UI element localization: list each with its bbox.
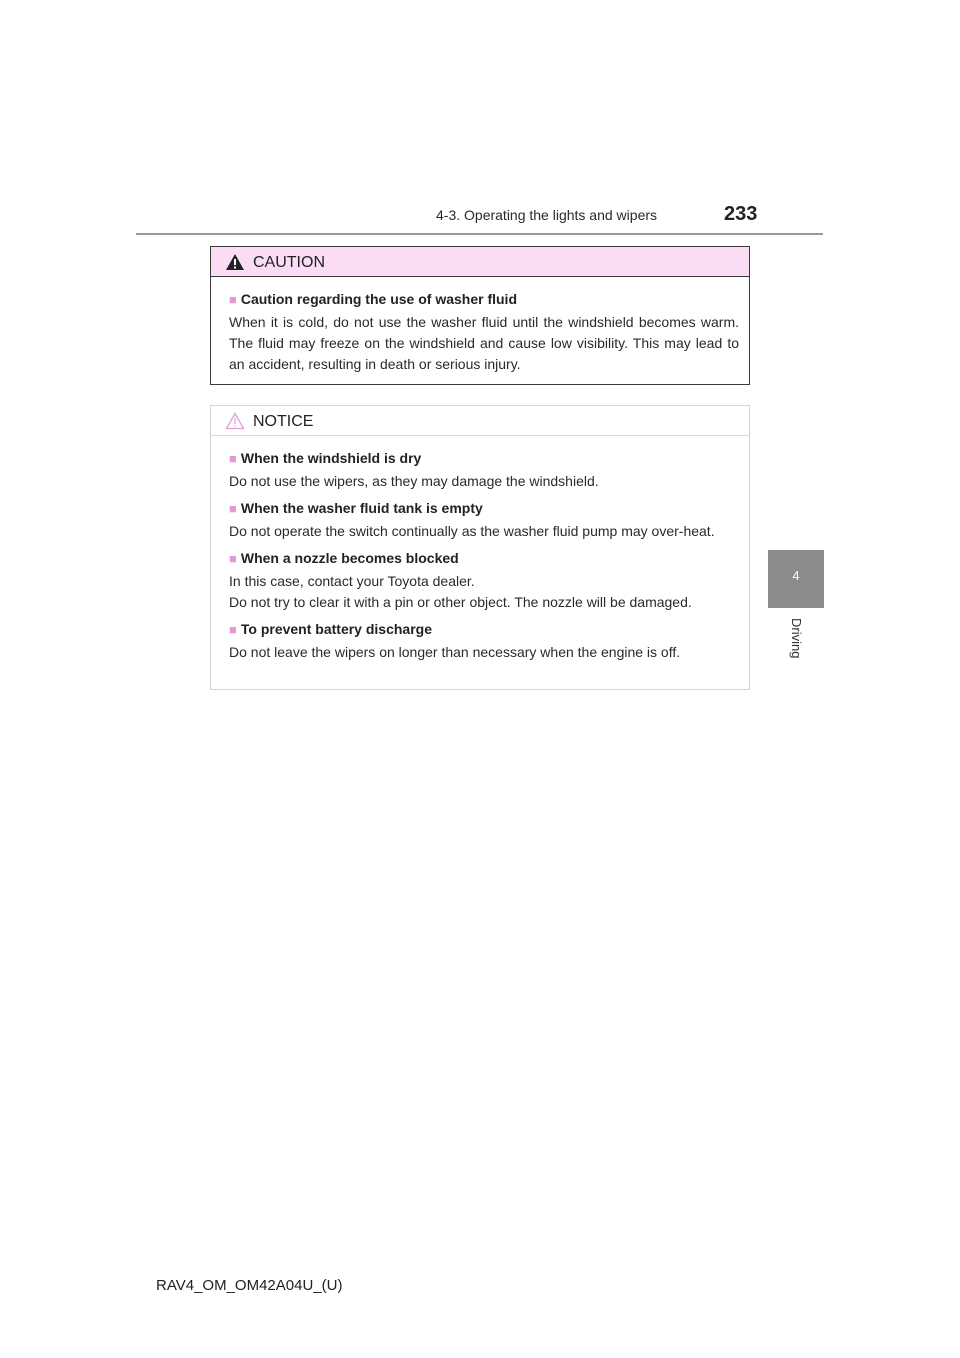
notice-item-text: Do not leave the wipers on longer than necessary when the engine is off. xyxy=(229,644,681,660)
notice-item xyxy=(229,448,739,492)
notice-item-title: ■ To prevent battery discharge xyxy=(229,621,432,637)
notice-title: NOTICE xyxy=(253,413,314,430)
notice-body xyxy=(211,436,749,663)
notice-box xyxy=(210,405,750,690)
notice-item xyxy=(229,498,739,542)
document-id: RAV4_OM_OM42A04U_(U) xyxy=(156,1277,343,1294)
notice-item xyxy=(229,619,739,663)
notice-header xyxy=(211,406,749,436)
notice-item-text: Do not try to clear it with a pin or other object. The nozzle will be damaged. xyxy=(229,594,692,610)
warning-triangle-outline-icon xyxy=(225,412,245,430)
square-bullet-icon: ■ xyxy=(229,501,237,516)
caution-title: CAUTION xyxy=(253,254,325,271)
notice-item-text: Do not use the wipers, as they may damage the windshield. xyxy=(229,473,599,489)
square-bullet-icon: ■ xyxy=(229,292,237,307)
notice-item-text: In this case, contact your Toyota dealer. xyxy=(229,573,475,589)
caution-item-text: When it is cold, do not use the washer fluid until the windshield becomes warm. The fluid may freeze on the windshield and cause low visibility. This may lead to an accident, resulting in death or serious injury. xyxy=(229,314,739,372)
chapter-number: 4 xyxy=(792,568,800,583)
square-bullet-icon: ■ xyxy=(229,622,237,637)
caution-item-title: ■ Caution regarding the use of washer fluid xyxy=(229,291,517,307)
notice-item-text: Do not operate the switch continually as the washer fluid pump may over-heat. xyxy=(229,523,715,539)
notice-item xyxy=(229,548,739,613)
page-number: 233 xyxy=(724,203,758,225)
chapter-tab[interactable] xyxy=(768,550,824,608)
chapter-label: Driving xyxy=(789,618,804,659)
square-bullet-icon: ■ xyxy=(229,451,237,466)
section-title: 4-3. Operating the lights and wipers xyxy=(436,207,658,223)
square-bullet-icon: ■ xyxy=(229,551,237,566)
header-divider xyxy=(136,233,823,235)
notice-item-title: ■ When a nozzle becomes blocked xyxy=(229,550,459,566)
caution-item xyxy=(229,289,739,375)
caution-body xyxy=(211,277,749,375)
warning-triangle-filled-icon xyxy=(225,253,245,271)
notice-item-title: ■ When the washer fluid tank is empty xyxy=(229,500,483,516)
caution-box xyxy=(210,246,750,385)
caution-header xyxy=(211,247,749,277)
notice-item-title: ■ When the windshield is dry xyxy=(229,450,422,466)
